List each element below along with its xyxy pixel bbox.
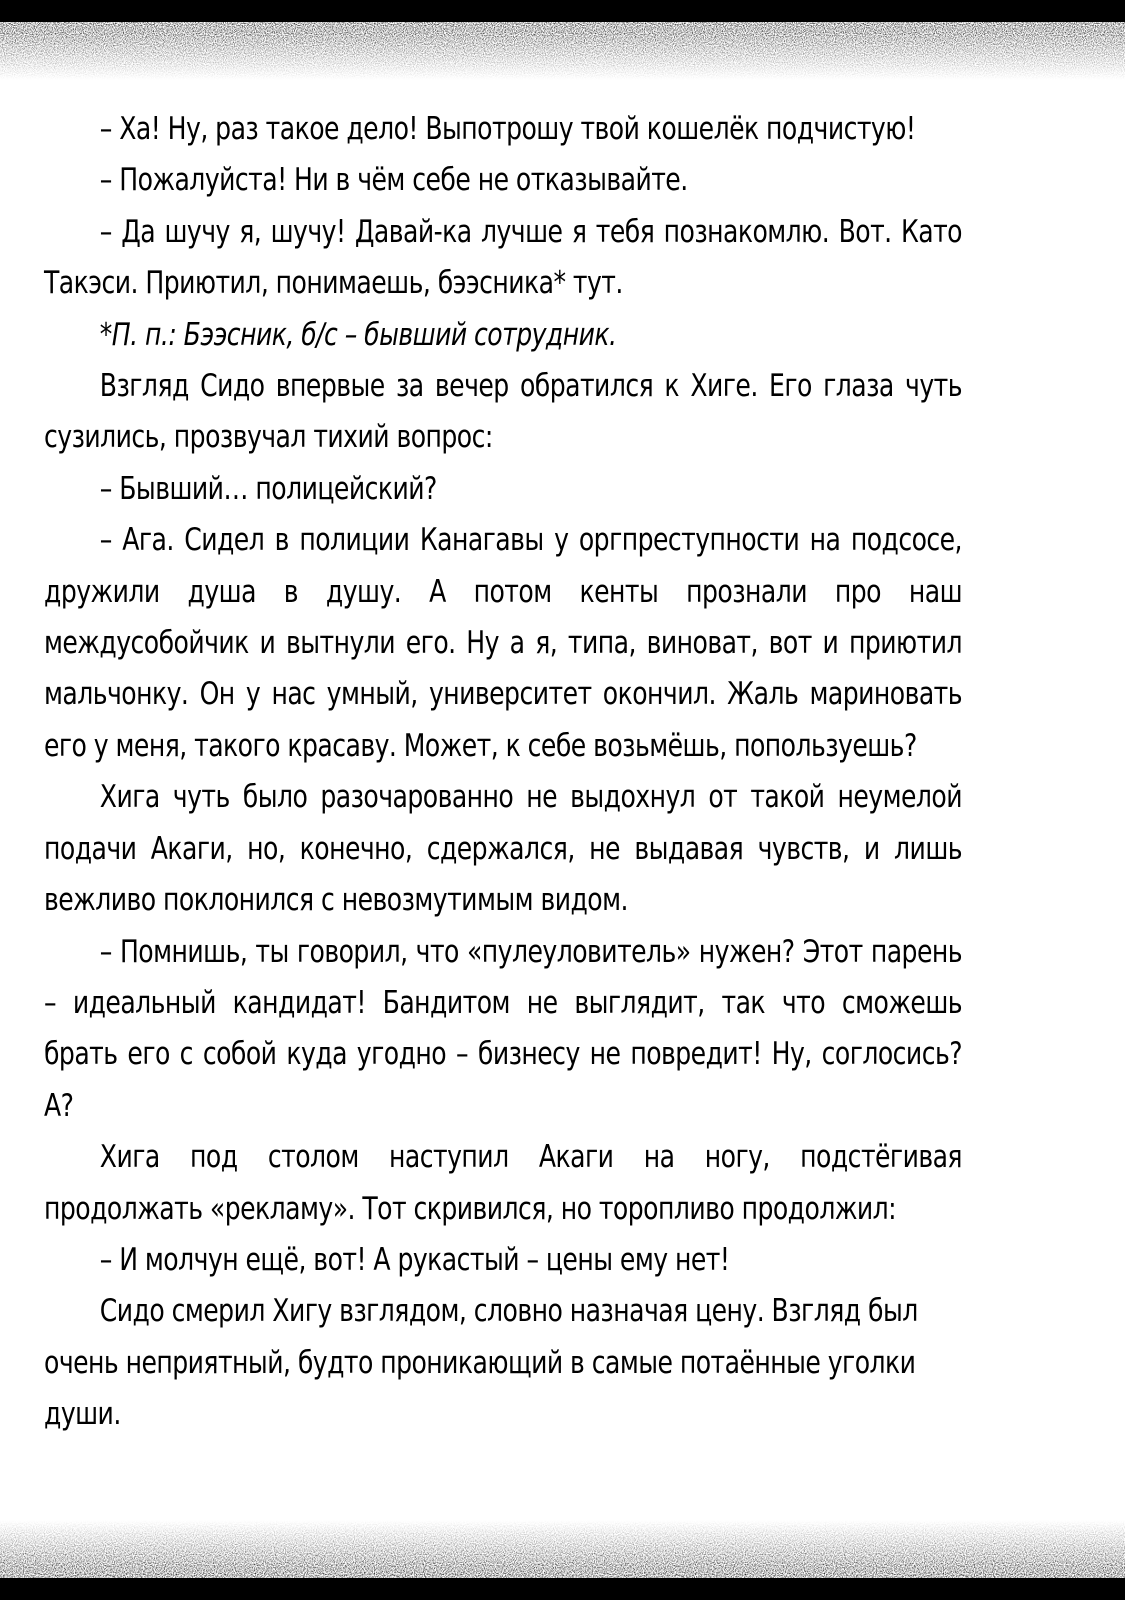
- bottom-screentone-border: [0, 1520, 1125, 1600]
- top-screentone-border: [0, 0, 1125, 80]
- dialogue-line: – Да шучу я, шучу! Давай-ка лучше я тебя познакомлю. Вот. Като Такэси. Приютил, понимаешь, бээсника* тут.: [44, 213, 963, 302]
- dialogue-line: – Помнишь, ты говорил, что «пулеуловитель» нужен? Этот парень – идеальный кандидат! Бандитом не выглядит, так что сможешь брать его с собой куда угодно – бизнесу не повредит! Ну, соглосись? А?: [44, 933, 963, 1124]
- narration-paragraph: Хига чуть было разочарованно не выдохнул от такой неумелой подачи Акаги, но, конечно, сдержался, не выдавая чувств, и лишь вежливо поклонился с невозмутимым видом.: [44, 779, 963, 919]
- dialogue-line: – Ага. Сидел в полиции Канагавы у оргпреступности на подсосе, дружили душа в душу. А потом кенты прознали про наш междусобойчик и вытнули его. Ну а я, типа, виноват, вот и приютил мальчонку. Он у нас умный, университет окончил. Жаль мариновать его у меня, такого красаву. Может, к себе возьмёшь, попользуешь?: [44, 522, 963, 764]
- narration-paragraph: Хига под столом наступил Акаги на ногу, подстёгивая продолжать «рекламу». Тот скривился, но торопливо продолжил:: [44, 1139, 963, 1227]
- story-text: [44, 104, 962, 1441]
- narration-paragraph: Взгляд Сидо впервые за вечер обратился к Хиге. Его глаза чуть сузились, прозвучал тихий вопрос:: [44, 368, 963, 456]
- dialogue-line: – Ха! Ну, раз такое дело! Выпотрошу твой кошелёк подчистую!: [99, 111, 916, 147]
- narration-paragraph: Сидо смерил Хигу взглядом, словно назначая цену. Взгляд был очень неприятный, будто проникающий в самые потаённые уголки души.: [44, 1293, 918, 1433]
- translator-footnote: *П. п.: Бээсник, б/с – бывший сотрудник.: [99, 316, 617, 353]
- dialogue-line: – И молчун ещё, вот! А рукастый – цены ему нет!: [99, 1241, 730, 1278]
- dialogue-line: – Пожалуйста! Ни в чём себе не отказывайте.: [99, 162, 688, 199]
- dialogue-line: – Бывший… полицейский?: [99, 470, 437, 507]
